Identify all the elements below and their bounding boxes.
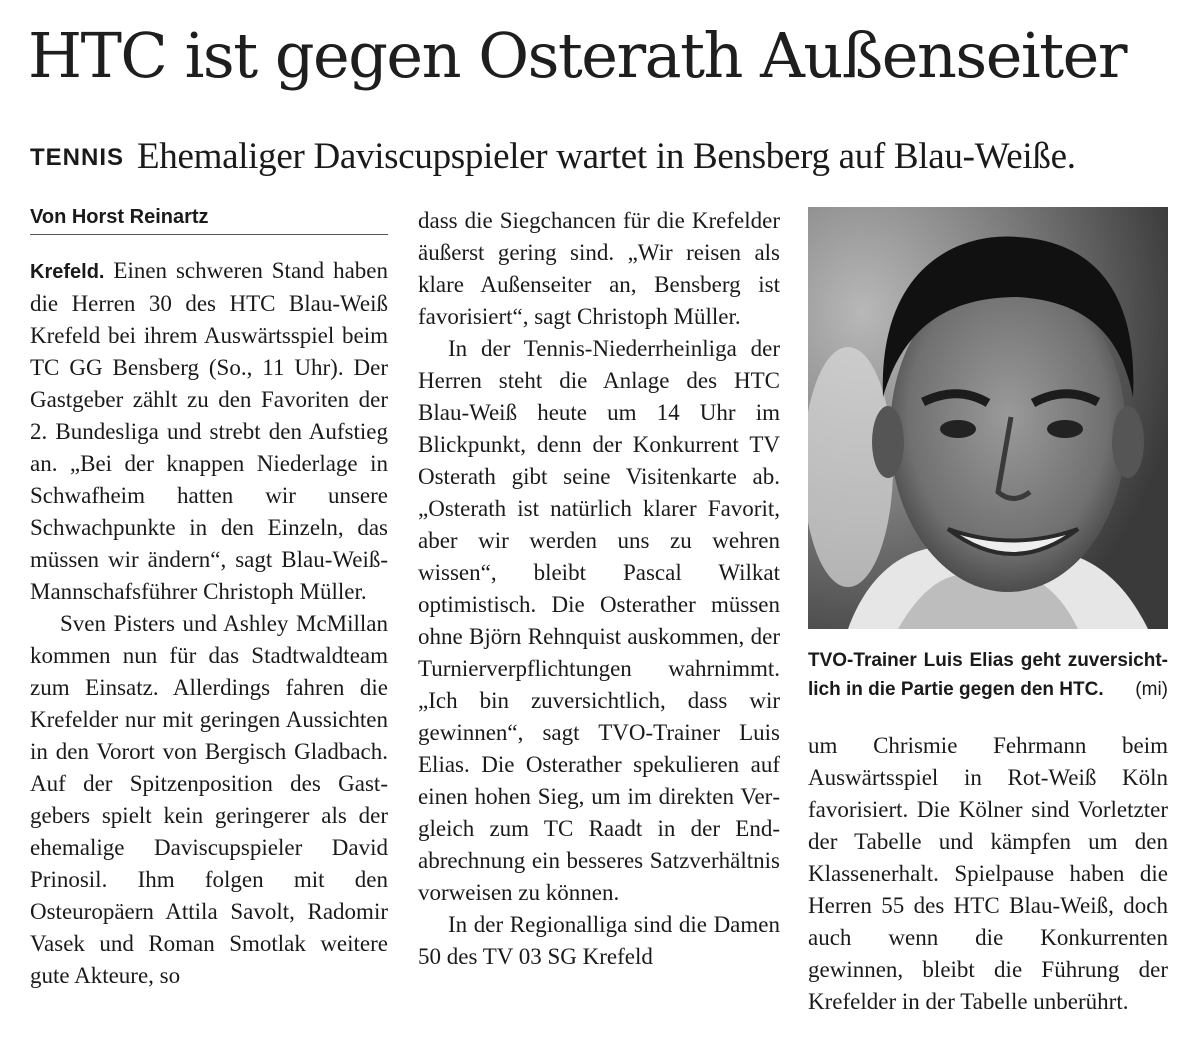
article-column-1 — [30, 255, 388, 992]
paragraph-text: Einen schweren Stand haben die Herren 30 des HTC Blau-Weiß Krefeld bei ihrem Auswärtsspiel beim TC GG Bensberg (So., 11 Uhr). Der Gastgeber zählt zu den Favoriten der 2. Bundesliga und strebt den Aufstieg an. „Bei der knappen Niederlage in Schwafheim hatten wir unsere Schwachpunkte in den Einzeln, das müssen wir ändern“, sagt Blau-Weiß-Mannschafsführer Christoph Müller. — [30, 258, 388, 604]
paragraph — [30, 255, 388, 608]
byline: Von Horst Reinartz — [30, 204, 388, 235]
photo-caption — [808, 646, 1168, 704]
dateline: Krefeld. — [30, 261, 105, 283]
paragraph: Sven Pisters und Ashley McMillan kommen nun für das Stadtwaldteam zum Einsatz. Allerdings fahren die Krefelder nur mit geringen Aussichten in den Vorort von Bergisch Gladbach. Auf der Spitzenposition des Gastgebers spielt kein geringerer als der ehemalige Daviscupspieler David Prinosil. Ihm folgen mit den Osteuropäern Attila Savolt, Radomir Vasek und Roman Smotlak weitere gute Akteure, so — [30, 611, 388, 988]
portrait-photo — [808, 207, 1168, 629]
caption-text: TVO-Trainer Luis Elias geht zuversichtlich in die Partie gegen den HTC. — [808, 650, 1168, 700]
article-column-3 — [808, 730, 1168, 1018]
paragraph: In der Regionalliga sind die Damen 50 des TV 03 SG Krefeld — [418, 912, 780, 969]
subheadline — [30, 132, 1180, 183]
headline: HTC ist gegen Osterath Außenseiter — [28, 19, 1126, 92]
paragraph: um Chrismie Fehrmann beim Auswärtsspiel in Rot-Weiß Köln favorisiert. Die Kölner sind Vorletzter der Tabelle und kämpfen um den Klassenerhalt. Spielpause haben die Herren 55 des HTC Blau-Weiß, doch auch wenn die Konkurrenten gewinnen, bleibt die Führung der Krefelder in der Tabelle unberührt. — [808, 733, 1168, 1014]
subheadline-text: Ehemaliger Daviscupspieler wartet in Bensberg auf Blau-Weiße. — [136, 136, 1076, 177]
paragraph: dass die Siegchancen für die Krefelder äußerst gering sind. „Wir reisen als klare Außenseiter an, Bensberg ist favorisiert“, sagt Christoph Müller. — [418, 208, 780, 329]
section-kicker: TENNIS — [30, 144, 125, 171]
portrait-illustration — [808, 207, 1168, 629]
paragraph: In der Tennis-Niederrheinliga der Herren steht die Anlage des HTC Blau-Weiß heute um 14 Uhr im Blickpunkt, denn der Konkurrent TV Osterath gibt seine Visitenkarte ab. „Osterath ist natürlich klarer Favorit, aber wir werden uns zu wehren wissen“, bleibt Pascal Wilkat optimistisch. Die Osterather müssen ohne Björn Rehnquist auskommen, der Turnierverpflichtungen wahrnimmt. „Ich bin zuversichtlich, dass wir gewinnen“, sagt TVO-Trainer Luis Elias. Die Osterather spekulieren auf einen hohen Sieg, um im direkten Vergleich zum TC Raadt in der Endabrechnung ein besseres Satzverhältnis vorweisen zu können. — [418, 336, 780, 905]
article-column-2 — [418, 205, 780, 973]
photo-credit: (mi) — [1135, 679, 1168, 700]
